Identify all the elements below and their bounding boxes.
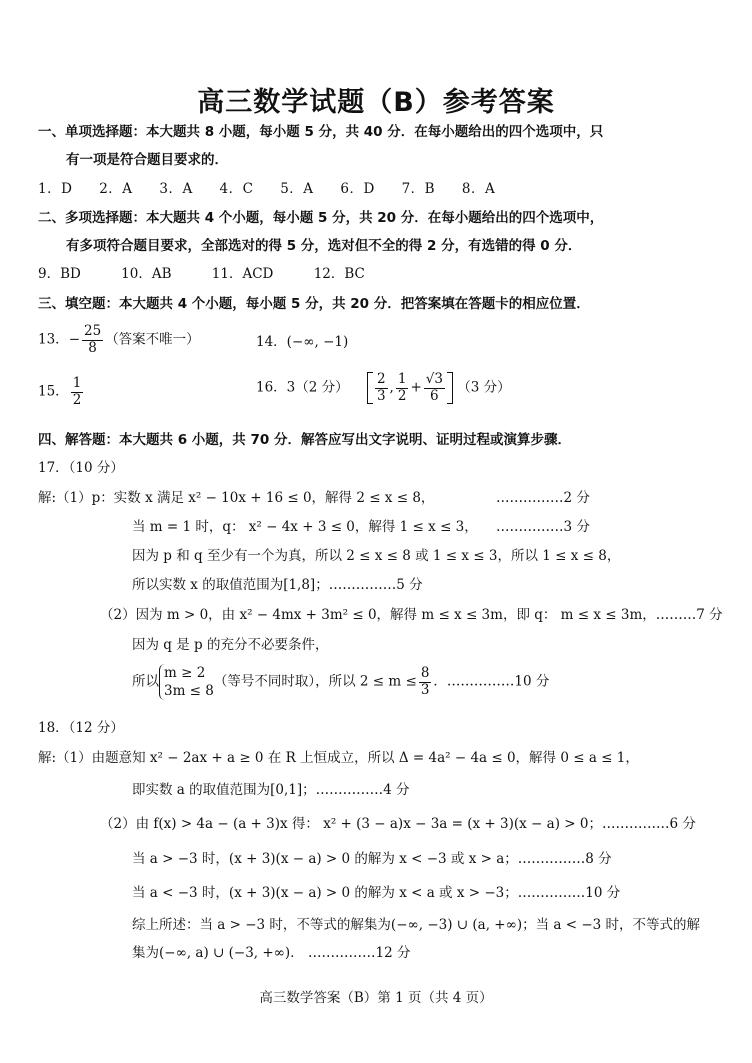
answer-16	[256, 372, 511, 404]
page-title: 高三数学试题（B）参考答案	[197, 87, 555, 118]
answer-item: 6．D	[340, 181, 375, 197]
fraction-denominator: 3	[420, 681, 430, 698]
q15-fraction	[71, 376, 84, 408]
fraction-numerator: 2	[376, 371, 386, 387]
fraction-denominator: 8	[88, 339, 97, 356]
answer-item: 2．A	[99, 181, 133, 197]
q16-label: 16．3（2 分）	[256, 379, 349, 396]
fraction-numerator: 1	[72, 375, 82, 391]
problem-17-heading: 17．（10 分）	[38, 460, 124, 476]
page-footer: 高三数学答案（B）第 1 页（共 4 页）	[259, 990, 493, 1006]
q16-fraction-a	[375, 372, 388, 404]
q16-interval: $\frac{2}{3}$ , $\frac{1}{2}$ + $\frac{√3}{6}$	[367, 372, 453, 404]
q15-label: 15．	[38, 383, 69, 400]
q13-fraction	[82, 324, 103, 356]
inequality-system	[159, 664, 214, 700]
answer-14: 14．(−∞, −1)	[256, 334, 349, 350]
section-3-heading: 三、填空题：本大题共 4 个小题，每小题 5 分，共 20 分．把答案填在答题卡的相应位置．	[38, 296, 590, 312]
text-fragment: （等号不同时取），所以 2 ≤ m ≤	[213, 673, 417, 690]
fraction-denominator: 3	[376, 387, 386, 404]
problem-18-line: 即实数 a 的取值范围为[0,1]；……………4 分	[132, 782, 410, 798]
section-2-heading: 二、多项选择题：本大题共 4 个小题，每小题 5 分，共 20 分．在每小题给出的四个选项中，	[38, 210, 604, 226]
q13-sign: −	[68, 331, 80, 348]
problem-18-line: 当 a > −3 时，(x + 3)(x − a) > 0 的解为 x < −3 或 x > a；……………8 分	[132, 851, 612, 867]
section-1-answers	[38, 181, 517, 197]
section-2-heading-cont: 有多项符合题目要求，全部选对的得 5 分，选对但不全的得 2 分，有选错的得 0 分．	[66, 238, 582, 254]
problem-18-heading: 18．（12 分）	[38, 720, 124, 736]
answer-item: 9．BD	[38, 266, 81, 282]
bound-fraction	[419, 666, 432, 698]
fraction-numerator: 25	[84, 323, 102, 339]
score-mark: ……………3 分	[496, 519, 590, 535]
section-1-heading: 一、单项选择题：本大题共 8 小题，每小题 5 分，共 40 分．在每小题给出的四个选项中，只	[38, 124, 604, 140]
problem-18-line: 当 a < −3 时，(x + 3)(x − a) > 0 的解为 x < a 或 x > −3；……………10 分	[132, 885, 621, 901]
text-fragment: ．……………10 分	[433, 673, 550, 690]
problem-17-line: （2）因为 m > 0，由 x² − 4mx + 3m² ≤ 0，解得 m ≤ x ≤ 3m，即 q： m ≤ x ≤ 3m，………7 分	[100, 607, 723, 623]
answer-item: 8．A	[461, 181, 496, 197]
answer-item: 11．ACD	[211, 266, 274, 282]
problem-17-line: 所以实数 x 的取值范围为[1,8]；……………5 分	[132, 577, 423, 593]
answer-item: 1．D	[38, 181, 73, 197]
fraction-numerator: 1	[397, 371, 407, 387]
problem-17-line: 当 m = 1 时，q： x² − 4x + 3 ≤ 0，解得 1 ≤ x ≤ 3，	[132, 519, 478, 535]
problem-18-line: 集为(−∞, a) ∪ (−3, +∞)． ……………12 分	[132, 945, 411, 961]
system-line: 3m ≤ 8	[164, 683, 214, 700]
fraction-numerator: 8	[420, 665, 430, 682]
answer-item: 12．BC	[313, 266, 365, 282]
q16-score: （3 分）	[457, 379, 511, 396]
answer-15	[38, 376, 85, 408]
system-line: m ≥ 2	[164, 665, 206, 681]
section-1-heading-cont: 有一项是符合题目要求的．	[66, 152, 228, 168]
q16-fraction-b	[396, 372, 409, 404]
problem-17-line: 因为 p 和 q 至少有一个为真，所以 2 ≤ x ≤ 8 或 1 ≤ x ≤ 3，所以 1 ≤ x ≤ 8，	[132, 548, 621, 564]
problem-18-line: 综上所述：当 a > −3 时，不等式的解集为(−∞, −3) ∪ (a, +∞)；当 a < −3 时，不等式的解	[132, 917, 701, 933]
problem-17-line	[132, 664, 549, 700]
fraction-denominator: 2	[397, 387, 407, 404]
score-mark: ……………2 分	[496, 490, 590, 506]
answer-item: 10．AB	[121, 266, 172, 282]
problem-17-line: 解:（1）p：实数 x 满足 x² − 10x + 16 ≤ 0，解得 2 ≤ x ≤ 8，	[38, 490, 435, 506]
fraction-numerator: √3	[425, 371, 443, 387]
section-2-answers	[38, 266, 401, 282]
answer-item: 3．A	[159, 181, 193, 197]
q13-label: 13．	[38, 331, 69, 348]
text-fragment: 所以	[132, 673, 159, 690]
problem-18-line: 解:（1）由题意知 x² − 2ax + a ≥ 0 在 R 上恒成立，所以 Δ = 4a² − 4a ≤ 0，解得 0 ≤ a ≤ 1，	[38, 750, 639, 766]
fraction-denominator: 2	[72, 391, 82, 408]
problem-17-line: 因为 q 是 p 的充分不必要条件，	[132, 637, 329, 653]
q16-fraction-c	[424, 372, 445, 404]
answer-item: 7．B	[401, 181, 436, 197]
answer-13	[38, 324, 200, 356]
answer-item: 4．C	[219, 181, 254, 197]
problem-18-line: （2）由 f(x) > 4a − (a + 3)x 得： x² + (3 − a)x − 3a = (x + 3)(x − a) > 0；……………6 分	[100, 816, 696, 832]
q13-note: （答案不唯一）	[105, 331, 200, 348]
section-4-heading: 四、解答题：本大题共 6 小题，共 70 分．解答应写出文字说明、证明过程或演算步骤．	[38, 432, 571, 448]
fraction-denominator: 6	[430, 387, 439, 404]
answer-item: 5．A	[280, 181, 314, 197]
